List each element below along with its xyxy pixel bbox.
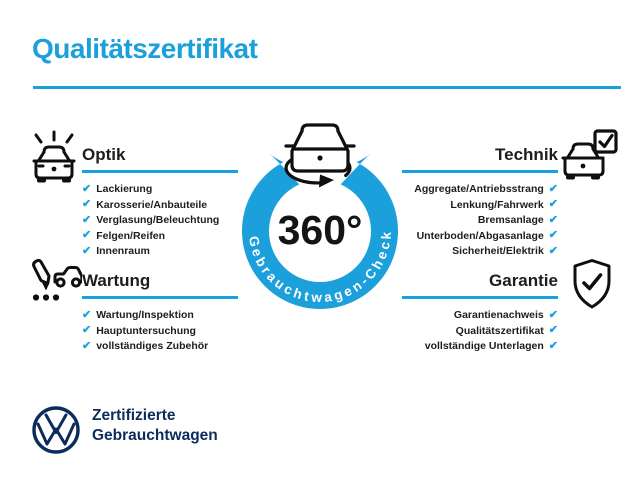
check-icon: ✔ <box>82 182 92 195</box>
list-item <box>402 339 558 355</box>
check-icon: ✔ <box>548 339 558 352</box>
check-icon: ✔ <box>548 198 558 211</box>
section-wartung-divider <box>82 296 238 299</box>
list-item-label: Innenraum <box>96 245 150 258</box>
list-item-label: Sicherheit/Elektrik <box>452 245 544 258</box>
brand-claim <box>92 406 218 445</box>
list-item-label: Felgen/Reifen <box>96 229 166 242</box>
list-item-label: vollständiges Zubehör <box>96 340 209 353</box>
check-icon: ✔ <box>82 324 92 337</box>
check-icon: ✔ <box>548 182 558 195</box>
brand-claim-line1: Zertifizierte <box>92 407 176 424</box>
section-optik <box>82 145 238 259</box>
check-icon: ✔ <box>548 244 558 257</box>
section-technik-title: Technik <box>495 145 558 164</box>
list-item-label: Lackierung <box>96 183 153 196</box>
section-garantie-list <box>402 308 558 355</box>
ring-label-text: Gebrauchtwagen-Check <box>245 228 395 306</box>
list-item-label: Karosserie/Anbauteile <box>96 198 208 211</box>
check-icon: ✔ <box>82 213 92 226</box>
list-item-label: Verglasung/Beleuchtung <box>96 214 220 227</box>
list-item-label: Bremsanlage <box>477 214 544 227</box>
section-technik-divider <box>402 170 558 173</box>
list-item-label: Lenkung/Fahrwerk <box>450 198 544 211</box>
list-item-label: Unterboden/Abgasanlage <box>416 229 544 242</box>
check-icon: ✔ <box>82 244 92 257</box>
list-item <box>402 244 558 260</box>
check-icon: ✔ <box>82 339 92 352</box>
list-item <box>402 197 558 213</box>
list-item-label: Qualitätszertifikat <box>455 324 544 337</box>
check-icon: ✔ <box>548 308 558 321</box>
section-wartung <box>82 271 238 354</box>
check-icon: ✔ <box>82 198 92 211</box>
brand-claim-line2: Gebrauchtwagen <box>92 426 218 444</box>
page-title: Qualitätszertifikat <box>32 33 258 64</box>
vw-logo-icon <box>30 404 82 456</box>
section-technik <box>402 145 558 259</box>
check-icon: ✔ <box>548 324 558 337</box>
header-divider <box>33 86 621 89</box>
check-icon: ✔ <box>548 229 558 242</box>
list-item-label: vollständige Unterlagen <box>424 340 544 353</box>
section-optik-list <box>82 182 238 260</box>
list-item <box>82 182 238 198</box>
list-item <box>82 244 238 260</box>
list-item-label: Aggregate/Antriebsstrang <box>414 183 544 196</box>
pen-car-service-icon <box>26 256 82 314</box>
list-item <box>82 308 238 324</box>
list-item <box>82 197 238 213</box>
section-garantie-title: Garantie <box>489 271 558 290</box>
car-checkbox-icon <box>560 128 618 184</box>
section-garantie-divider <box>402 296 558 299</box>
list-item-label: Garantienachweis <box>453 309 544 322</box>
list-item <box>82 339 238 355</box>
degrees-label: 360° <box>277 207 363 253</box>
section-garantie <box>402 271 558 354</box>
list-item <box>82 228 238 244</box>
shield-check-icon <box>568 257 616 313</box>
list-item-label: Hauptuntersuchung <box>96 324 196 337</box>
section-optik-title: Optik <box>82 145 126 164</box>
check-icon: ✔ <box>82 229 92 242</box>
list-item <box>82 213 238 229</box>
check-icon: ✔ <box>548 213 558 226</box>
section-wartung-title: Wartung <box>82 271 151 290</box>
section-wartung-list <box>82 308 238 355</box>
list-item <box>82 323 238 339</box>
car-front-lights-icon <box>26 128 82 186</box>
section-optik-divider <box>82 170 238 173</box>
check-icon: ✔ <box>82 308 92 321</box>
list-item <box>402 323 558 339</box>
list-item <box>402 308 558 324</box>
list-item <box>402 228 558 244</box>
list-item <box>402 182 558 198</box>
section-technik-list <box>402 182 558 260</box>
car-rotation-icon <box>276 122 364 190</box>
list-item <box>402 213 558 229</box>
list-item-label: Wartung/Inspektion <box>96 309 194 322</box>
